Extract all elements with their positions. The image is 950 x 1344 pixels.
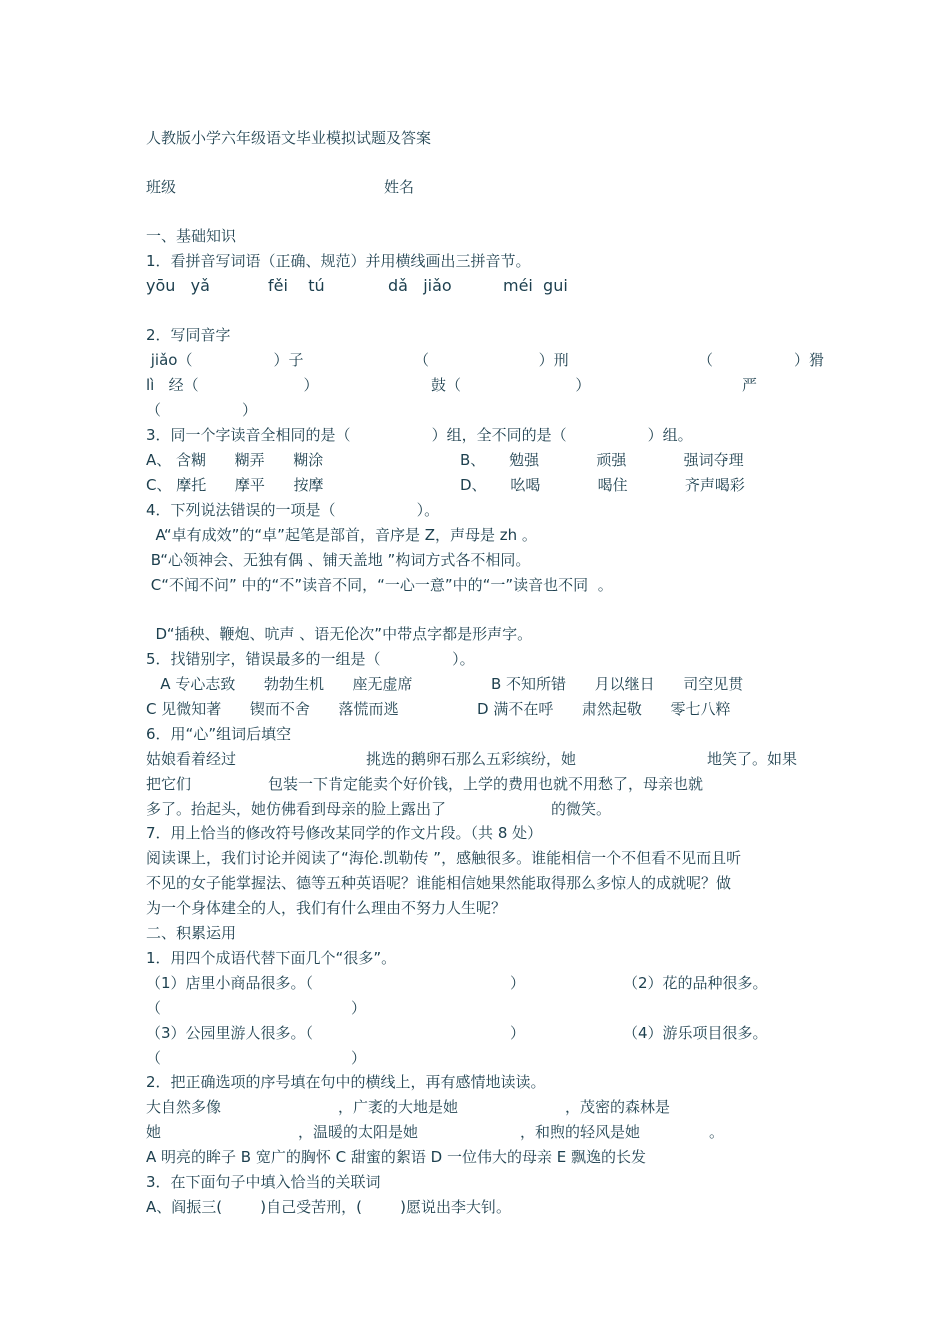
s2-q2-line1-b: ，广袤的大地是她 — [338, 1098, 459, 1116]
q2-row1-c: （ ）猾 — [698, 351, 825, 369]
q6-line1-c: 地笑了。如果 — [707, 750, 798, 768]
q3-opt-b: B、 勉强 顽强 强词夺理 — [460, 451, 744, 469]
q6-line3-b: 的微笑。 — [551, 800, 612, 818]
s2-q1-item2: （2）花的品种很多。 — [623, 974, 768, 992]
pinyin-4: méi gui — [503, 276, 568, 295]
q5-row1-a: A 专心志致 勃勃生机 座无虚席 — [146, 675, 413, 693]
q6-line1-a: 姑娘看着经过 — [146, 750, 237, 768]
q4-opt-c: C“不闻不问” 中的“不”读音不同，“一心一意”中的“一”读音也不同 。 — [146, 576, 613, 594]
s2-q1-item4-open: （ — [146, 1049, 162, 1067]
s2-q2-line1-a: 大自然多像 — [146, 1098, 222, 1116]
s2-q1-item3-close: ） — [510, 1024, 526, 1042]
s2-q2-line2-c: ，和煦的轻风是她 — [520, 1123, 641, 1141]
s2-q2-line2-a: 她 — [146, 1123, 162, 1141]
q7-text: 7．用上恰当的修改符号修改某同学的作文片段。（共 8 处） — [146, 824, 543, 842]
q6-line1-b: 挑选的鹅卵石那么五彩缤纷，她 — [366, 750, 577, 768]
q5-row1-b: B 不知所错 月以继日 司空见贯 — [491, 675, 744, 693]
s2-q1-item2-close: ） — [351, 999, 367, 1017]
q2-row2-b: 鼓（ ） — [431, 376, 591, 394]
q2-row1-a: jiǎo（ ）子 — [146, 351, 304, 369]
section2-heading: 二、积累运用 — [146, 924, 237, 942]
name-label: 姓名 — [384, 178, 415, 196]
q2-row1-b: （ ）刑 — [414, 351, 569, 369]
q2-row3: （ ） — [146, 401, 258, 419]
s2-q2-line1-c: ，茂密的森林是 — [565, 1098, 671, 1116]
q3-opt-a: A、 含糊 糊弄 糊涂 — [146, 451, 324, 469]
class-label: 班级 — [146, 178, 177, 196]
q6-line3-a: 多了。抬起头，她仿佛看到母亲的脸上露出了 — [146, 800, 447, 818]
s2-q1-item4: （4）游乐项目很多。 — [623, 1024, 768, 1042]
q7-para-line2: 不见的女子能掌握法、德等五种英语呢？谁能相信她果然能取得那么多惊人的成就呢？做 — [146, 874, 732, 892]
q3-opt-c: C、 摩托 摩平 按摩 — [146, 476, 324, 494]
doc-title: 人教版小学六年级语文毕业模拟试题及答案 — [146, 129, 432, 147]
q4-opt-a: A“卓有成效”的“卓”起笔是部首，音序是 Z，声母是 zh 。 — [146, 526, 537, 544]
q5-row2-b: D 满不在呼 肃然起敬 零七八粹 — [477, 700, 731, 718]
q1-text: 1．看拼音写词语（正确、规范）并用横线画出三拼音节。 — [146, 252, 531, 270]
q7-para-line3: 为一个身体建全的人，我们有什么理由不努力人生呢？ — [146, 899, 507, 917]
s2-q3-item-a: A、阎振三( )自己受苦刑，( )愿说出李大钊。 — [146, 1198, 511, 1216]
s2-q2-line2-b: ，温暖的太阳是她 — [298, 1123, 419, 1141]
q4-opt-b: B“心领神会、无独有偶 、铺天盖地 ”构词方式各不相同。 — [146, 551, 531, 569]
q4-text: 4．下列说法错误的一项是（ ）。 — [146, 501, 440, 519]
s2-q1-item1-close: ） — [510, 974, 526, 992]
q4-opt-d: D“插秧、鞭炮、吭声 、语无伦次”中带点字都是形声字。 — [146, 625, 533, 643]
s2-q1-item3: （3）公园里游人很多。（ — [146, 1024, 314, 1042]
q2-row2-c: 严 — [742, 376, 758, 394]
s2-q3-text: 3．在下面句子中填入恰当的关联词 — [146, 1173, 381, 1191]
q2-row2-a: lì 经（ ） — [146, 376, 319, 394]
q3-text: 3．同一个字读音全相同的是（ ）组，全不同的是（ ）组。 — [146, 426, 693, 444]
q6-text: 6．用“心”组词后填空 — [146, 725, 292, 743]
s2-q1-item4-close: ） — [351, 1049, 367, 1067]
pinyin-2: fěi tú — [268, 276, 325, 295]
q3-opt-d: D、 吆喝 喝住 齐声喝彩 — [460, 476, 745, 494]
s2-q2-options: A 明亮的眸子 B 宽广的胸怀 C 甜蜜的絮语 D 一位伟大的母亲 E 飘逸的长发 — [146, 1148, 646, 1166]
q5-text: 5．找错别字，错误最多的一组是（ ）。 — [146, 650, 475, 668]
s2-q1-item1: （1）店里小商品很多。（ — [146, 974, 314, 992]
q5-row2-a: C 见微知著 锲而不舍 落慌而逃 — [146, 700, 399, 718]
s2-q2-text: 2．把正确选项的序号填在句中的横线上，再有感情地读读。 — [146, 1073, 546, 1091]
section1-heading: 一、基础知识 — [146, 227, 237, 245]
q6-line2-b: 包装一下肯定能卖个好价钱，上学的费用也就不用愁了，母亲也就 — [268, 775, 704, 793]
q7-para-line1: 阅读课上，我们讨论并阅读了“海伦.凯勒传 ”，感触很多。谁能相信一个不但看不见而且听 — [146, 849, 742, 867]
q2-text: 2．写同音字 — [146, 326, 231, 344]
pinyin-3: dǎ jiǎo — [388, 276, 452, 295]
s2-q1-item2-open: （ — [146, 999, 162, 1017]
pinyin-1: yōu yǎ — [146, 276, 210, 295]
s2-q1-text: 1．用四个成语代替下面几个“很多”。 — [146, 949, 397, 967]
q6-line2-a: 把它们 — [146, 775, 192, 793]
s2-q2-line2-d: 。 — [709, 1123, 725, 1141]
